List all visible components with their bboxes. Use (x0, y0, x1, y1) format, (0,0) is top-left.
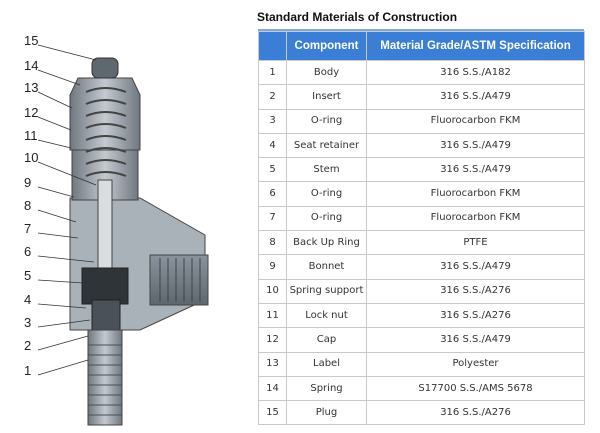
callout-4: 4 (24, 292, 32, 307)
callout-10: 10 (24, 150, 39, 165)
row-number: 8 (259, 231, 287, 255)
row-number: 13 (259, 352, 287, 376)
row-number: 5 (259, 158, 287, 182)
header-material: Material Grade/ASTM Specification (367, 32, 585, 61)
inlet-port (88, 330, 122, 425)
table-row (259, 85, 585, 109)
callout-2: 2 (24, 338, 32, 353)
row-material: S17700 S.S./AMS 5678 (367, 376, 585, 400)
row-component: Label (287, 352, 367, 376)
materials-table (258, 31, 585, 425)
row-component: Plug (287, 401, 367, 425)
row-component: Body (287, 61, 367, 85)
callout-12: 12 (24, 105, 39, 120)
callout-14: 14 (24, 58, 39, 73)
table-row (259, 303, 585, 327)
table-row (259, 352, 585, 376)
table-row (259, 231, 585, 255)
row-material: Fluorocarbon FKM (367, 109, 585, 133)
row-number: 14 (259, 376, 287, 400)
callout-9: 9 (24, 175, 32, 190)
row-material: Fluorocarbon FKM (367, 182, 585, 206)
table-title: Standard Materials of Construction (257, 10, 458, 24)
row-material: Fluorocarbon FKM (367, 206, 585, 230)
row-material: 316 S.S./A276 (367, 401, 585, 425)
row-material: 316 S.S./A479 (367, 158, 585, 182)
table-header-row (259, 32, 585, 61)
callout-7: 7 (24, 221, 32, 236)
row-material: PTFE (367, 231, 585, 255)
callout-13: 13 (24, 80, 39, 95)
table-row (259, 279, 585, 303)
table-row (259, 133, 585, 157)
row-component: O-ring (287, 182, 367, 206)
row-component: O-ring (287, 109, 367, 133)
table-row (259, 206, 585, 230)
row-component: O-ring (287, 206, 367, 230)
row-number: 11 (259, 303, 287, 327)
row-number: 9 (259, 255, 287, 279)
outlet-port (150, 255, 208, 305)
row-component: Back Up Ring (287, 231, 367, 255)
row-material: Polyester (367, 352, 585, 376)
callout-1: 1 (24, 363, 32, 378)
row-number: 6 (259, 182, 287, 206)
table-row (259, 401, 585, 425)
row-component: Lock nut (287, 303, 367, 327)
table-row (259, 109, 585, 133)
row-number: 4 (259, 133, 287, 157)
callout-8: 8 (24, 198, 32, 213)
row-material: 316 S.S./A276 (367, 279, 585, 303)
row-number: 15 (259, 401, 287, 425)
row-number: 3 (259, 109, 287, 133)
row-number: 7 (259, 206, 287, 230)
table-row (259, 376, 585, 400)
plug (92, 58, 118, 78)
row-material: 316 S.S./A276 (367, 303, 585, 327)
valve-cross-section-diagram (0, 0, 255, 433)
table-row (259, 328, 585, 352)
row-material: 316 S.S./A479 (367, 133, 585, 157)
row-number: 10 (259, 279, 287, 303)
table-row (259, 255, 585, 279)
callout-11: 11 (24, 128, 38, 143)
row-material: 316 S.S./A182 (367, 61, 585, 85)
row-component: Cap (287, 328, 367, 352)
callout-3: 3 (24, 315, 32, 330)
row-material: 316 S.S./A479 (367, 328, 585, 352)
row-component: Stem (287, 158, 367, 182)
header-component: Component (287, 32, 367, 61)
row-component: Bonnet (287, 255, 367, 279)
row-number: 2 (259, 85, 287, 109)
row-component: Seat retainer (287, 133, 367, 157)
table-row (259, 182, 585, 206)
row-material: 316 S.S./A479 (367, 255, 585, 279)
row-component: Insert (287, 85, 367, 109)
row-number: 1 (259, 61, 287, 85)
row-component: Spring support (287, 279, 367, 303)
callout-5: 5 (24, 268, 32, 283)
row-number: 12 (259, 328, 287, 352)
row-component: Spring (287, 376, 367, 400)
table-row (259, 61, 585, 85)
header-number (259, 32, 287, 61)
row-material: 316 S.S./A479 (367, 85, 585, 109)
callout-6: 6 (24, 244, 32, 259)
table-row (259, 158, 585, 182)
callout-15: 15 (24, 33, 39, 48)
insert (82, 268, 128, 304)
